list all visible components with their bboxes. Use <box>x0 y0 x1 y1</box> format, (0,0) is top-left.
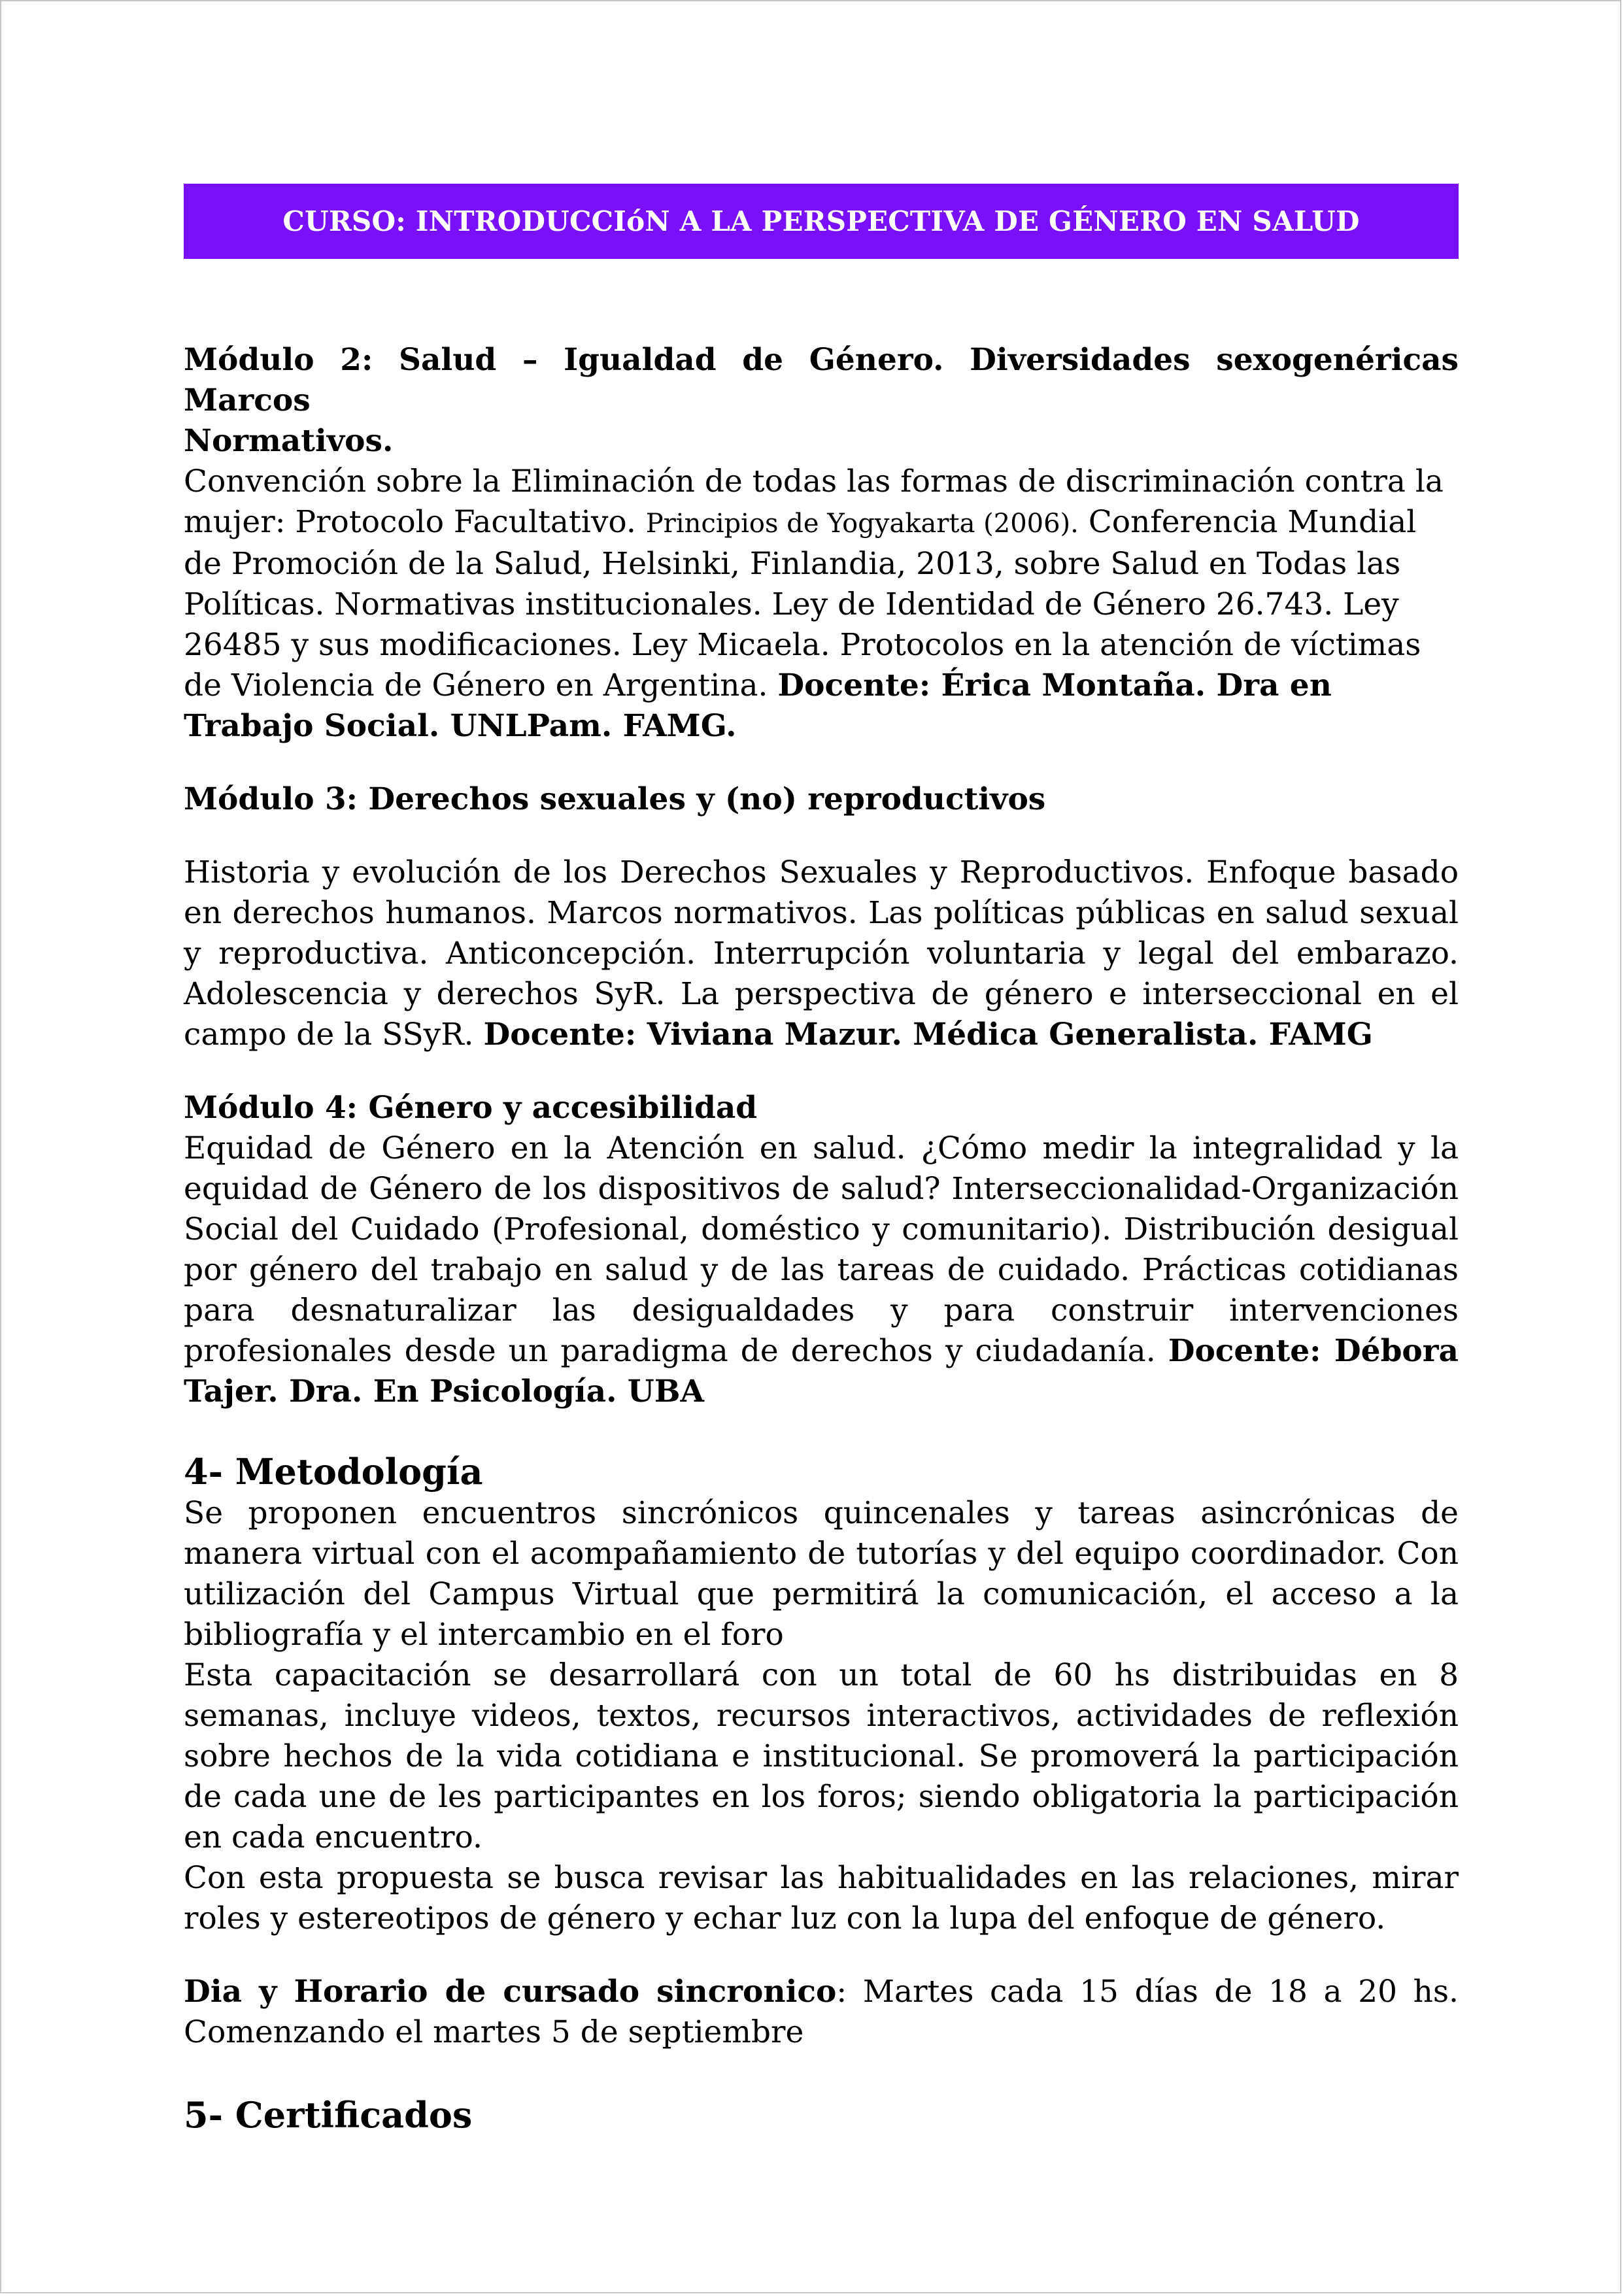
course-title: CURSO: INTRODUCCIóN A LA PERSPECTIVA DE GÉNERO EN SALUD <box>282 205 1360 237</box>
schedule-text: : Martes cada 15 días de 18 a 20 hs. Comenzando el martes 5 de septiembre <box>184 1974 1459 2050</box>
module-4-description <box>184 1128 1459 1412</box>
module-2-title-line2: Normativos. <box>184 423 394 459</box>
module-4-text: Equidad de Género en la Atención en salud. ¿Cómo medir la integralidad y la equidad de Género de los dispositivos de salud? Interseccionalidad-Organización Social del Cuidado (Profesional, doméstico y comunitario). Distribución desigual por género del trabajo en salud y de las tareas de cuidado. Prácticas cotidianas para desnaturalizar las desigualdades y para construir intervenciones profesionales desde un paradigma de derechos y ciudadanía. <box>184 1130 1459 1369</box>
module-3-docente: Docente: Viviana Mazur. Médica Generalista. FAMG <box>483 1017 1373 1053</box>
module-2-title-line1: Módulo 2: Salud – Igualdad de Género. Diversidades sexogenéricas Marcos <box>184 342 1459 418</box>
methodology-paragraph-2: Esta capacitación se desarrollará con un total de 60 hs distribuidas en 8 semanas, incluye videos, textos, recursos interactivos, actividades de reflexión sobre hechos de la vida cotidiana e institucional. Se promoverá la participación de cada une de les participantes en los foros; siendo obligatoria la participación en cada encuentro. <box>184 1657 1459 1855</box>
methodology-paragraph-1: Se proponen encuentros sincrónicos quincenales y tareas asincrónicas de manera virtual con el acompañamiento de tutorías y del equipo coordinador. Con utilización del Campus Virtual que permitirá la comunicación, el acceso a la bibliografía y el intercambio en el foro <box>184 1495 1459 1653</box>
module-3-text: Historia y evolución de los Derechos Sexuales y Reproductivos. Enfoque basado en derechos humanos. Marcos normativos. Las políticas públicas en salud sexual y reproductiva. Anticoncepción. Interrupción voluntaria y legal del embarazo. Adolescencia y derechos SyR. La perspectiva de género e interseccional en el campo de la SSyR. <box>184 854 1459 1053</box>
methodology-paragraph-3: Con esta propuesta se busca revisar las habitualidades en las relaciones, mirar roles y estereotipos de género y echar luz con la lupa del enfoque de género. <box>184 1860 1459 1936</box>
module-3-title: Módulo 3: Derechos sexuales y (no) reproductivos <box>184 781 1046 817</box>
methodology-heading: 4- Metodología <box>184 1451 483 1493</box>
certificates-heading: 5- Certificados <box>184 2094 473 2136</box>
module-2-docente: Docente: Érica Montaña. Dra en Trabajo Social. UNLPam. FAMG. <box>184 667 1332 744</box>
page-content <box>184 184 1459 2136</box>
module-2-text-b: Conferencia Mundial de Promoción de la Salud, Helsinki, Finlandia, 2013, sobre Salud en Todas las Políticas. Normativas institucionales. Ley de Identidad de Género 26.743. Ley 26485 y sus modificaciones. Ley Micaela. Protocolos en la atención de víctimas de Violencia de Género en Argentina. <box>184 504 1421 703</box>
module-2-text-small: Principios de Yogyakarta (2006). <box>645 509 1079 539</box>
module-3-description <box>184 853 1459 1055</box>
module-2-title <box>184 340 1459 421</box>
schedule-paragraph <box>184 1972 1459 2053</box>
module-2-description <box>184 462 1459 747</box>
module-2-title-cont <box>184 421 1459 462</box>
schedule-label: Dia y Horario de cursado sincronico <box>184 1974 837 2010</box>
module-4-title: Módulo 4: Género y accesibilidad <box>184 1090 758 1126</box>
module-4-docente: Docente: Débora Tajer. Dra. En Psicología. UBA <box>184 1333 1459 1410</box>
course-title-banner <box>184 184 1459 259</box>
module-2-text-a: Convención sobre la Eliminación de todas las formas de discriminación contra la mujer: Protocolo Facultativo. <box>184 464 1444 540</box>
